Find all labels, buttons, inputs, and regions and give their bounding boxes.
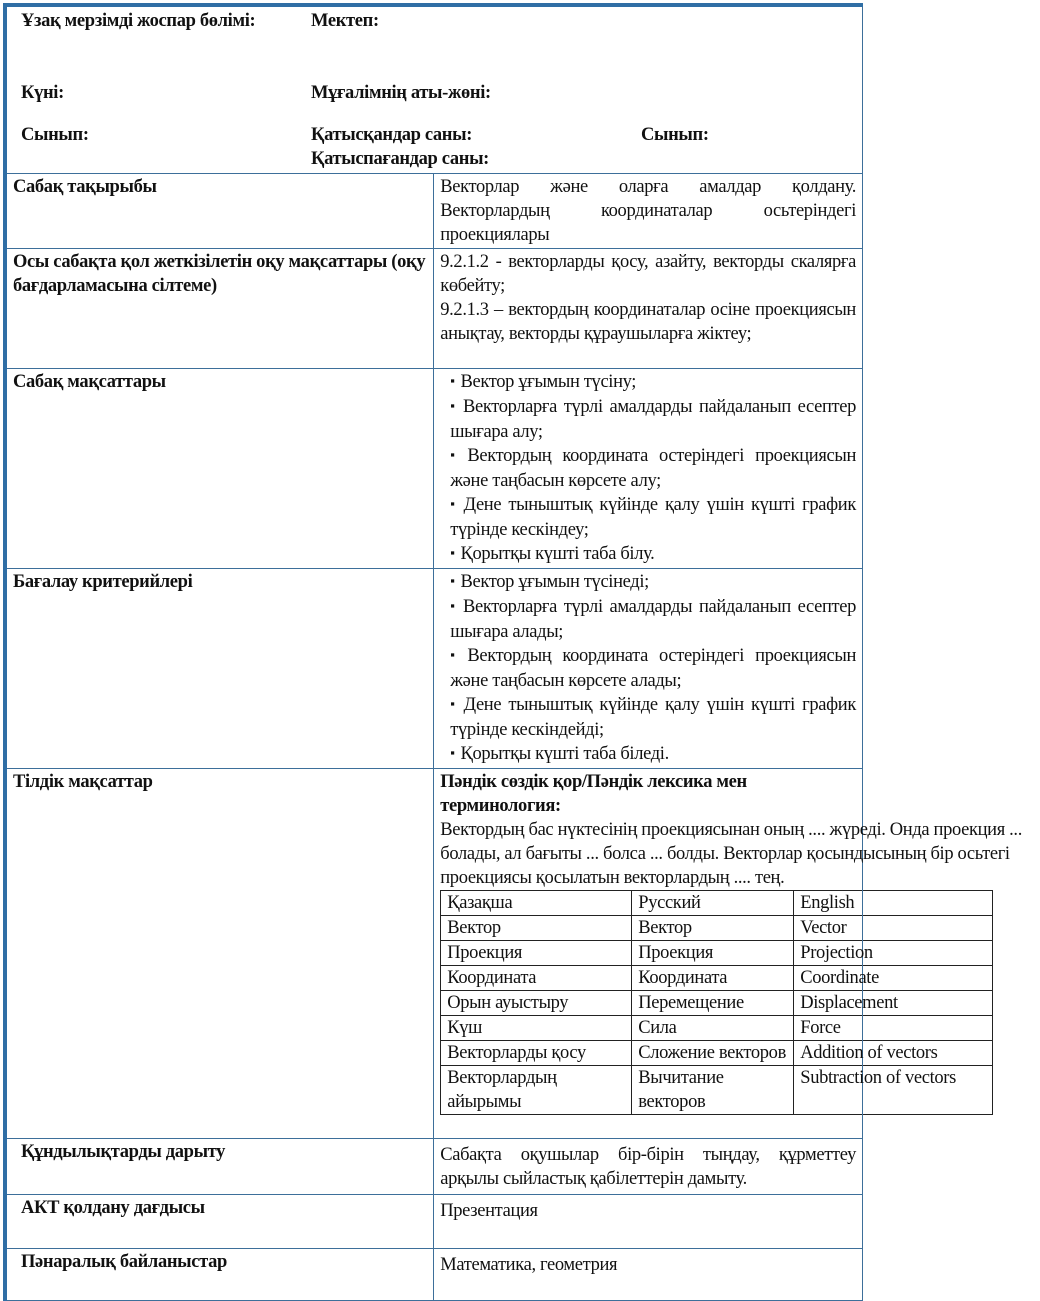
vocab-row	[441, 916, 993, 941]
language-text: Вектордың бас нүктесінің проекциясынан оның .... жүреді. Онда проекция ... болады, ал бағыты ... болса ... болды. Векторлар қосындысының бір осьтегі проекциясы қосылатын векторлардың .... тең.	[440, 820, 1022, 888]
criteria-item: ▪ Вектор ұғымын түсінеді;	[450, 570, 856, 595]
present-label: Қатысқандар саны:	[311, 125, 473, 145]
vocab-cell: Күш	[441, 1016, 632, 1041]
vocab-cell: Координата	[441, 966, 632, 991]
objectives-cell	[434, 249, 863, 369]
vocab-row	[441, 891, 993, 916]
class-label: Сынып:	[21, 125, 89, 145]
values-label: Құндылықтарды дарыту	[5, 1139, 434, 1195]
vocab-cell: Проекция	[632, 941, 794, 966]
vocab-cell: Векторлардың айырымы	[441, 1066, 632, 1115]
vocab-cell: Вектор	[441, 916, 632, 941]
date-label: Күні:	[21, 83, 64, 103]
vocab-cell: Перемещение	[632, 991, 794, 1016]
vocab-cell: Векторларды қосу	[441, 1041, 632, 1066]
ict-text: Презентация	[434, 1195, 863, 1249]
lesson-plan-table	[3, 3, 1022, 1301]
vocab-row	[441, 991, 993, 1016]
long-term-plan-label: Ұзақ мерзімді жоспар бөлімі:	[21, 11, 256, 31]
topic-label: Сабақ тақырыбы	[5, 174, 434, 249]
vocab-cell: Сложение векторов	[632, 1041, 794, 1066]
criteria-item: ▪ Қорытқы күшті таба біледі.	[450, 742, 856, 767]
objective-1: 9.2.1.2 - векторларды қосу, азайту, векторды скалярға көбейту;	[440, 252, 856, 296]
vocab-row	[441, 941, 993, 966]
vocab-row	[441, 1016, 993, 1041]
vocab-cell: Русский	[632, 891, 794, 916]
vocab-cell: Координата	[632, 966, 794, 991]
vocab-cell: Vector	[794, 916, 993, 941]
language-label: Тілдік мақсаттар	[5, 769, 434, 1139]
criteria-item: ▪ Вектордың координата остеріндегі проекциясын және таңбасын көрсете алады;	[450, 644, 856, 693]
aim-item: ▪ Векторларға түрлі амалдарды пайдаланып есептер шығара алу;	[450, 395, 856, 444]
vocab-cell: Проекция	[441, 941, 632, 966]
criteria-item: ▪ Дене тыныштық күйінде қалу үшін күшті график түрінде кескіндейді;	[450, 693, 856, 742]
ict-label: АКТ қолдану дағдысы	[5, 1195, 434, 1249]
header-grid	[21, 9, 848, 171]
aims-label: Сабақ мақсаттары	[5, 369, 434, 569]
aim-item: ▪ Дене тыныштық күйінде қалу үшін күшті график түрінде кескіндеу;	[450, 493, 856, 542]
vocab-cell: Вычитание векторов	[632, 1066, 794, 1115]
vocab-cell: Projection	[794, 941, 993, 966]
vocab-cell: Addition of vectors	[794, 1041, 993, 1066]
vocab-cell: Coordinate	[794, 966, 993, 991]
vocab-cell: Вектор	[632, 916, 794, 941]
vocab-cell: Қазақша	[441, 891, 632, 916]
vocab-row	[441, 1066, 993, 1115]
objectives-label: Осы сабақта қол жеткізілетін оқу мақсаттары (оқу бағдарламасына сілтеме)	[5, 249, 434, 369]
aim-item: ▪ Вектор ұғымын түсіну;	[450, 370, 856, 395]
header-cell	[5, 5, 863, 174]
criteria-item: ▪ Векторларға түрлі амалдарды пайдаланып есептер шығара алады;	[450, 595, 856, 644]
vocab-cell: Орын ауыстыру	[441, 991, 632, 1016]
language-cell	[434, 769, 1022, 1139]
aim-item: ▪ Қорытқы күшті таба білу.	[450, 542, 856, 567]
vocab-cell: Displacement	[794, 991, 993, 1016]
cross-curricular-label: Пәнаралық байланыстар	[5, 1249, 434, 1301]
objective-2: 9.2.1.3 – вектордың координаталар осіне проекциясын анықтау, векторды құраушыларға жіктеу;	[440, 300, 856, 344]
aim-item: ▪ Вектордың координата остеріндегі проекциясын және таңбасын көрсете алу;	[450, 444, 856, 493]
teacher-label: Мұғалімнің аты-жөні:	[311, 83, 491, 103]
vocabulary-table	[440, 890, 993, 1115]
values-text: Сабақта оқушылар бір-бірін тыңдау, құрметтеу арқылы сыйластық қабілеттерін дамыту.	[434, 1139, 863, 1195]
school-label: Мектеп:	[311, 11, 379, 31]
aims-cell	[434, 369, 863, 569]
absent-label: Қатыспағандар саны:	[311, 149, 489, 169]
criteria-cell	[434, 569, 863, 769]
topic-text: Векторлар және оларға амалдар қолдану. Векторлардың координаталар осьтеріндегі проекциялары	[434, 174, 863, 249]
cross-curricular-text: Математика, геометрия	[434, 1249, 863, 1301]
vocab-row	[441, 966, 993, 991]
vocab-row	[441, 1041, 993, 1066]
criteria-label: Бағалау критерийлері	[5, 569, 434, 769]
vocab-cell: Сила	[632, 1016, 794, 1041]
vocab-cell: English	[794, 891, 993, 916]
class-label-2: Сынып:	[641, 125, 709, 145]
vocab-heading: Пәндік сөздік қор/Пәндік лексика мен терминология:	[440, 772, 747, 816]
vocab-cell: Subtraction of vectors	[794, 1066, 993, 1115]
vocab-cell: Force	[794, 1016, 993, 1041]
